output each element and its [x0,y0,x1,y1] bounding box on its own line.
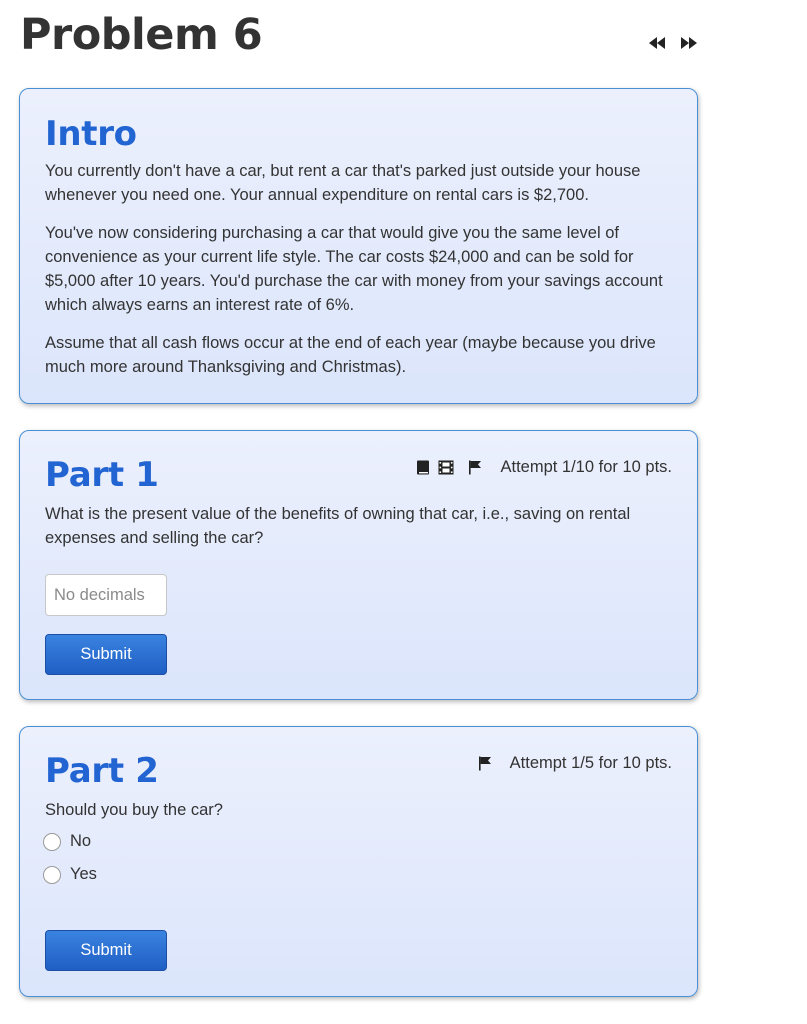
page-title: Problem 6 [20,10,263,60]
part2-card [19,726,698,997]
part1-card [19,430,698,700]
attempt-info: Attempt 1/10 for 10 pts. [500,458,672,476]
part2-question: Should you buy the car? [45,801,223,819]
submit-button[interactable]: Submit [45,930,167,971]
radio-button[interactable] [43,866,61,884]
part1-question: What is the present value of the benefits of owning that car, i.e., saving on rental expenses and selling the car? [45,505,631,547]
option-label: No [70,832,92,850]
part1-meta [416,458,672,477]
intro-title: Intro [45,114,137,154]
radio-button[interactable] [43,833,61,851]
flag-icon[interactable] [478,756,492,771]
option-label: Yes [70,865,97,883]
intro-paragraph: You've now considering purchasing a car that would give you the same level of convenience as your current life style. The car costs $24,000 and can be sold for $5,000 after 10 years. You'd purchase the car with money from your savings account which always earns an interest rate of 6%. [45,224,663,314]
intro-paragraph: Assume that all cash flows occur at the end of each year (maybe because you drive much more around Thanksgiving and Christmas). [45,334,656,376]
book-icon[interactable] [416,460,430,475]
part1-title: Part 1 [45,455,159,495]
flag-icon[interactable] [468,460,482,475]
intro-text [45,159,685,393]
attempt-info: Attempt 1/5 for 10 pts. [509,754,672,772]
rewind-icon[interactable] [646,34,668,52]
fast-forward-icon[interactable] [678,34,700,52]
part2-meta [478,754,672,773]
option-no[interactable] [43,832,91,851]
part2-title: Part 2 [45,751,159,791]
option-yes[interactable] [43,865,97,884]
film-icon[interactable] [438,460,454,475]
problem-navigation [646,34,700,52]
answer-input[interactable] [45,574,167,616]
intro-card [19,88,698,404]
intro-paragraph: You currently don't have a car, but rent a car that's parked just outside your house whenever you need one. Your annual expenditure on rental cars is $2,700. [45,162,641,204]
submit-button[interactable]: Submit [45,634,167,675]
